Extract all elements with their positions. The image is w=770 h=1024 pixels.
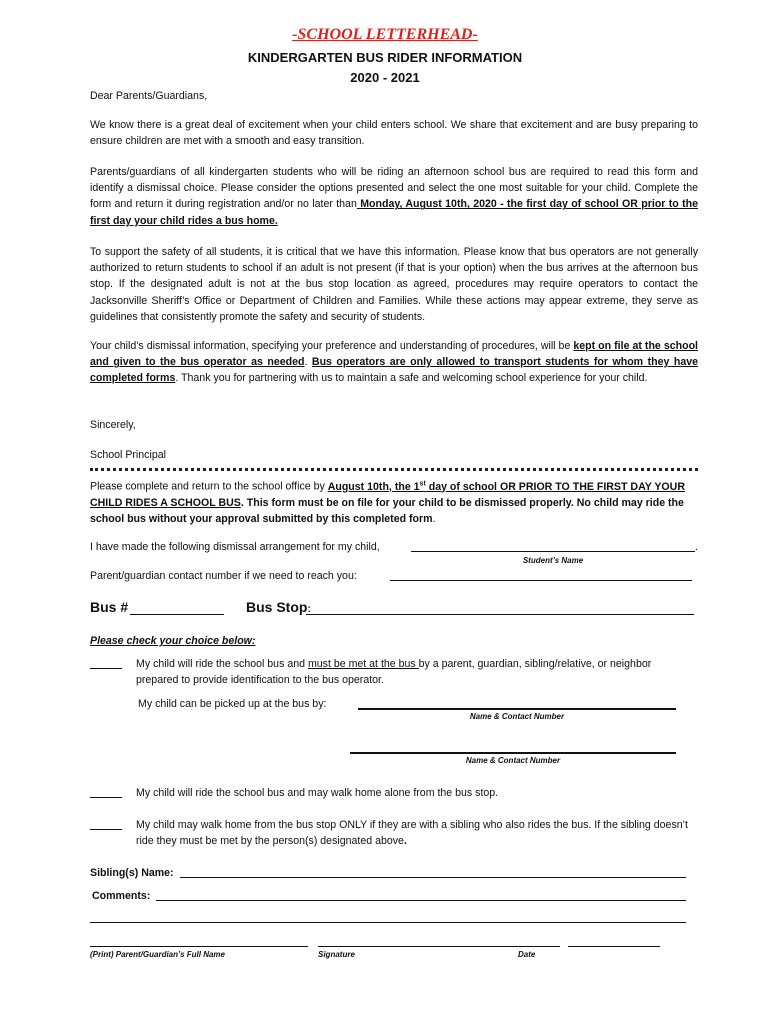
salutation: Dear Parents/Guardians, [90,90,208,102]
period: . [695,541,698,553]
siblings-label: Sibling(s) Name: [90,867,174,879]
file-emphasis-2: Bus operators are only allowed to transport students for whom they have completed forms [90,356,698,385]
instr-date: August 10th, the 1st day of school OR PRIOR TO THE FIRST DAY YOUR CHILD RIDES A SCHOOL BUS [90,480,685,509]
comments-field[interactable] [156,900,686,901]
file-text-e: . Thank you for partnering with us to maintain a safe and welcoming school experience for your child. [175,372,648,385]
pickup-label: My child can be picked up at the bus by: [138,698,327,710]
form-instructions [90,476,700,527]
student-name-field[interactable] [411,551,695,552]
school-year: 2020 - 2021 [350,70,420,85]
signature-caption: Signature [318,950,355,959]
option1-text: My child will ride the school bus and must be met at the bus by a parent, guardian, sibling/relative, or neighbor prepared to provide identification to the bus operator. [136,658,652,687]
bus-number-field[interactable] [130,614,224,615]
print-name-caption: (Print) Parent/Guardian’s Full Name [90,950,225,959]
student-name-caption: Student’s Name [522,556,584,565]
option3-checkbox[interactable] [90,829,122,830]
signature-field[interactable] [318,946,560,947]
file-emphasis-1: kept on file at the school and given to the bus operator as needed [90,340,698,369]
file-text-a: Your child’s dismissal information, specifying your preference and understanding of procedures, will be [90,340,574,352]
letterhead: -SCHOOL LETTERHEAD- [292,26,478,43]
bus-number-label: Bus # [90,599,129,615]
instr-end: . [432,512,436,525]
name-contact-caption-1: Name & Contact Number [469,712,565,721]
instr-note: . This form must be on file for your child to be dismissed properly. No child may ride the school bus without your approval submitted by this completed form [90,496,684,525]
option2-text: My child will ride the school bus and may walk home alone from the bus stop. [136,787,499,799]
name-contact-caption-2: Name & Contact Number [465,756,561,765]
file-text-c: . [304,356,312,369]
contact-number-field[interactable] [390,580,692,581]
contact-label: Parent/guardian contact number if we need to reach you: [90,570,357,582]
deadline-text: Monday, August 10th, 2020 - the first day of school OR prior to the first day your child rides a bus home. [90,198,698,227]
bus-stop-field[interactable] [306,614,694,615]
cut-line [90,468,698,471]
option2-checkbox[interactable] [90,797,122,798]
principal-signature: School Principal [90,449,166,461]
siblings-field[interactable] [180,877,686,878]
print-name-field[interactable] [90,946,308,947]
paragraph-requirement [90,164,698,229]
bus-stop-label: Bus Stop: [246,599,311,615]
option1-checkbox[interactable] [90,668,122,669]
instr-a: Please complete and return to the school office by [90,480,328,493]
pickup-contact-field-1[interactable] [358,708,676,710]
comments-field-line-2[interactable] [90,922,686,923]
paragraph-intro: We know there is a great deal of excitement when your child enters school. We share that excitement and are busy preparing to ensure children are met with a smooth and easy transition. [90,119,698,148]
arrangement-label: I have made the following dismissal arrangement for my child, [90,541,380,553]
paragraph-file [90,338,698,387]
choice-heading: Please check your choice below: [90,635,256,647]
closing: Sincerely, [90,419,136,431]
pickup-contact-field-2[interactable] [350,752,676,754]
comments-label: Comments: [92,890,151,902]
document-title: KINDERGARTEN BUS RIDER INFORMATION [247,50,523,65]
date-caption: Date [518,950,536,959]
paragraph-safety: To support the safety of all students, it is critical that we have this information. Please know that bus operators are not generally authorized to return students to school if an adult is not present (if that is your option) when the bus arrives at the afternoon bus stop. If the designated adult is not at the bus stop location as agreed, procedures may require operators to contact the Jacksonville Sheriff’s Office or Department of Children and Families. While these actions may appear extreme, they serve as guidelines that consistently promote the safety and security of students. [90,246,698,323]
option3-text: My child may walk home from the bus stop ONLY if they are with a sibling who also rides the bus. If the sibling doesn’t ride they must be met by the person(s) designated above. [136,819,688,848]
date-field[interactable] [568,946,660,947]
requirement-text: Parents/guardians of all kindergarten students who will be riding an afternoon school bus are required to read this form and identify a dismissal choice. Please consider the options presented and select the one most suitable for your child. Complete the form and return it during registration and/or no later than [90,166,698,211]
